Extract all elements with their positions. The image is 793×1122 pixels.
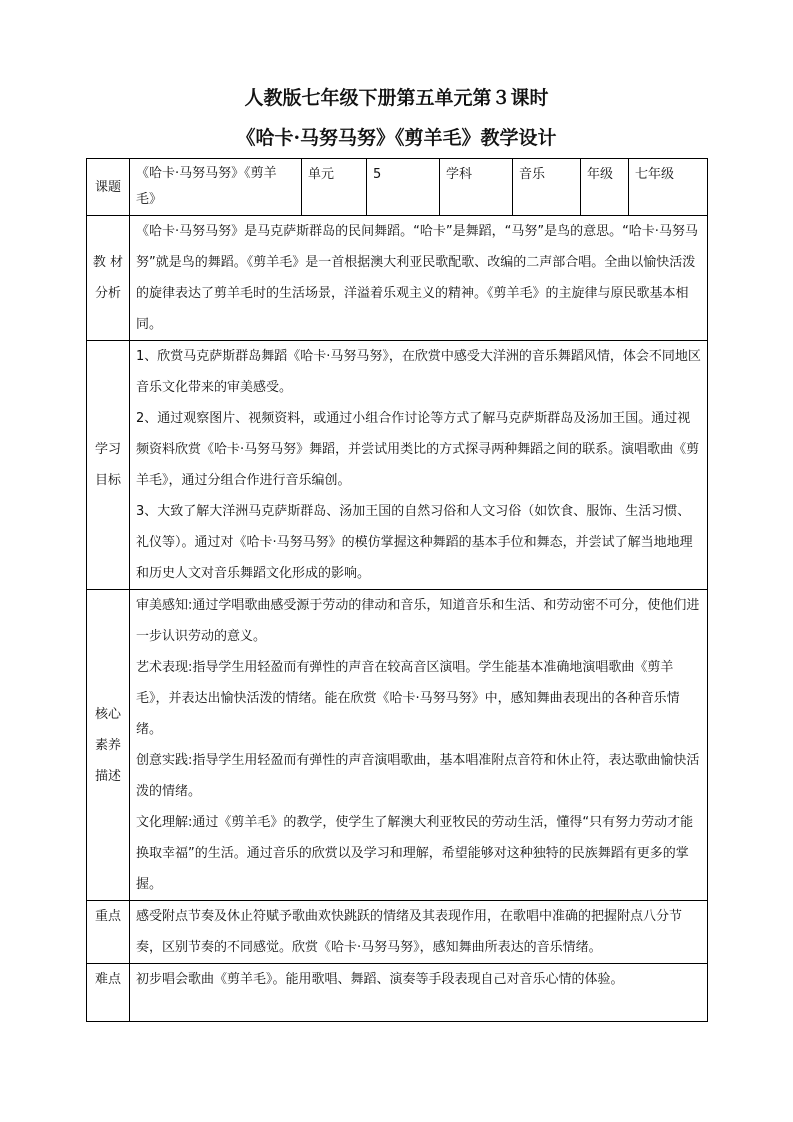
topic-label: 课题 [87,159,130,216]
key-points-row [87,901,708,964]
row-label-line: 描述 [94,768,121,784]
unit-value: 5 [367,159,440,216]
content-paragraph: 文化理解:通过《剪羊毛》的教学，使学生了解澳大利亚牧民的劳动生活，懂得“只有努力劳动才能换取幸福”的生活。通过音乐的欣赏以及学习和理解，希望能够对这种独特的民族舞蹈有更多的掌握。 [136,815,694,892]
row-label-line: 目标 [94,473,121,488]
unit-label: 单元 [302,159,367,216]
grade-value: 七年级 [629,159,708,216]
textbook-analysis-row [87,216,708,341]
row-label-line: 学习 [94,442,121,457]
info-row [87,159,708,216]
document-subtitle: 《哈卡·马努马努》《剪羊毛》教学设计 [236,127,557,149]
grade-label: 年级 [581,159,629,216]
row-content [130,964,708,1022]
content-paragraph: 艺术表现:指导学生用轻盈而有弹性的声音在较高音区演唱。学生能基本准确地演唱歌曲《剪羊毛》，并表达出愉快活泼的情绪。能在欣赏《哈卡·马努马努》中，感知舞曲表现出的各种音乐情绪。 [136,660,680,737]
row-content [130,901,708,964]
row-label-line: 难点 [94,972,121,987]
subject-value: 音乐 [513,159,581,216]
topic-value: 《哈卡·马努马努》《剪羊毛》 [130,159,302,216]
row-label [87,964,130,1022]
row-content [130,590,708,901]
learning-goals-row [87,341,708,590]
row-label [87,341,130,590]
document-title: 人教版七年级下册第五单元第３课时 [244,87,549,109]
row-label-line: 核心 [94,706,121,722]
content-paragraph: 感受附点节奏及休止符赋予歌曲欢快跳跃的情绪及其表现作用，在歌唱中准确的把握附点八分节奏，区别节奏的不同感觉。欣赏《哈卡·马努马努》，感知舞曲所表达的音乐情绪。 [136,909,683,955]
subject-label: 学科 [440,159,513,216]
row-label [87,590,130,901]
lesson-plan-table [86,158,708,1022]
content-paragraph: 创意实践:指导学生用轻盈而有弹性的声音演唱歌曲，基本唱准附点音符和休止符，表达歌曲愉快活泼的情绪。 [136,753,700,799]
row-label-line: 教 材 [92,255,124,270]
content-paragraph: 《哈卡·马努马努》是马克萨斯群岛的民间舞蹈。“哈卡”是舞蹈，“马努”是鸟的意思。“哈卡·马努马努”就是鸟的舞蹈。《剪羊毛》是一首根据澳大利亚民歌配歌、改编的二声部合唱。全曲以愉快活泼的旋律表达了剪羊毛时的生活场景，洋溢着乐观主义的精神。《剪羊毛》的主旋律与原民歌基本相同。 [136,224,698,332]
row-label-line: 重点 [94,909,121,924]
row-label-line: 素养 [94,737,121,753]
row-label [87,216,130,341]
row-content [130,341,708,590]
row-content [130,216,708,341]
difficult-points-row [87,964,708,1022]
content-paragraph: 初步唱会歌曲《剪羊毛》。能用歌唱、舞蹈、演奏等手段表现自己对音乐心情的体验。 [136,972,624,987]
content-paragraph: 2、通过观察图片、视频资料，或通过小组合作讨论等方式了解马克萨斯群岛及汤加王国。通过视频资料欣赏《哈卡·马努马努》舞蹈，并尝试用类比的方式探寻两种舞蹈之间的联系。演唱歌曲《剪羊毛》，通过分组合作进行音乐编创。 [136,411,700,488]
content-paragraph: 1、欣赏马克萨斯群岛舞蹈《哈卡·马努马努》，在欣赏中感受大洋洲的音乐舞蹈风情，体会不同地区音乐文化带来的审美感受。 [136,349,701,395]
content-paragraph: 3、大致了解大洋洲马克萨斯群岛、汤加王国的自然习俗和人文习俗（如饮食、服饰、生活习惯、礼仪等）。通过对《哈卡·马努马努》的模仿掌握这种舞蹈的基本手位和舞态，并尝试了解当地地理和历史人文对音乐舞蹈文化形成的影响。 [136,504,693,581]
content-paragraph: 审美感知:通过学唱歌曲感受源于劳动的律动和音乐，知道音乐和生活、和劳动密不可分，使他们进一步认识劳动的意义。 [136,598,700,644]
row-label [87,901,130,964]
row-label-line: 分析 [94,286,121,301]
core-literacy-row [87,590,708,901]
